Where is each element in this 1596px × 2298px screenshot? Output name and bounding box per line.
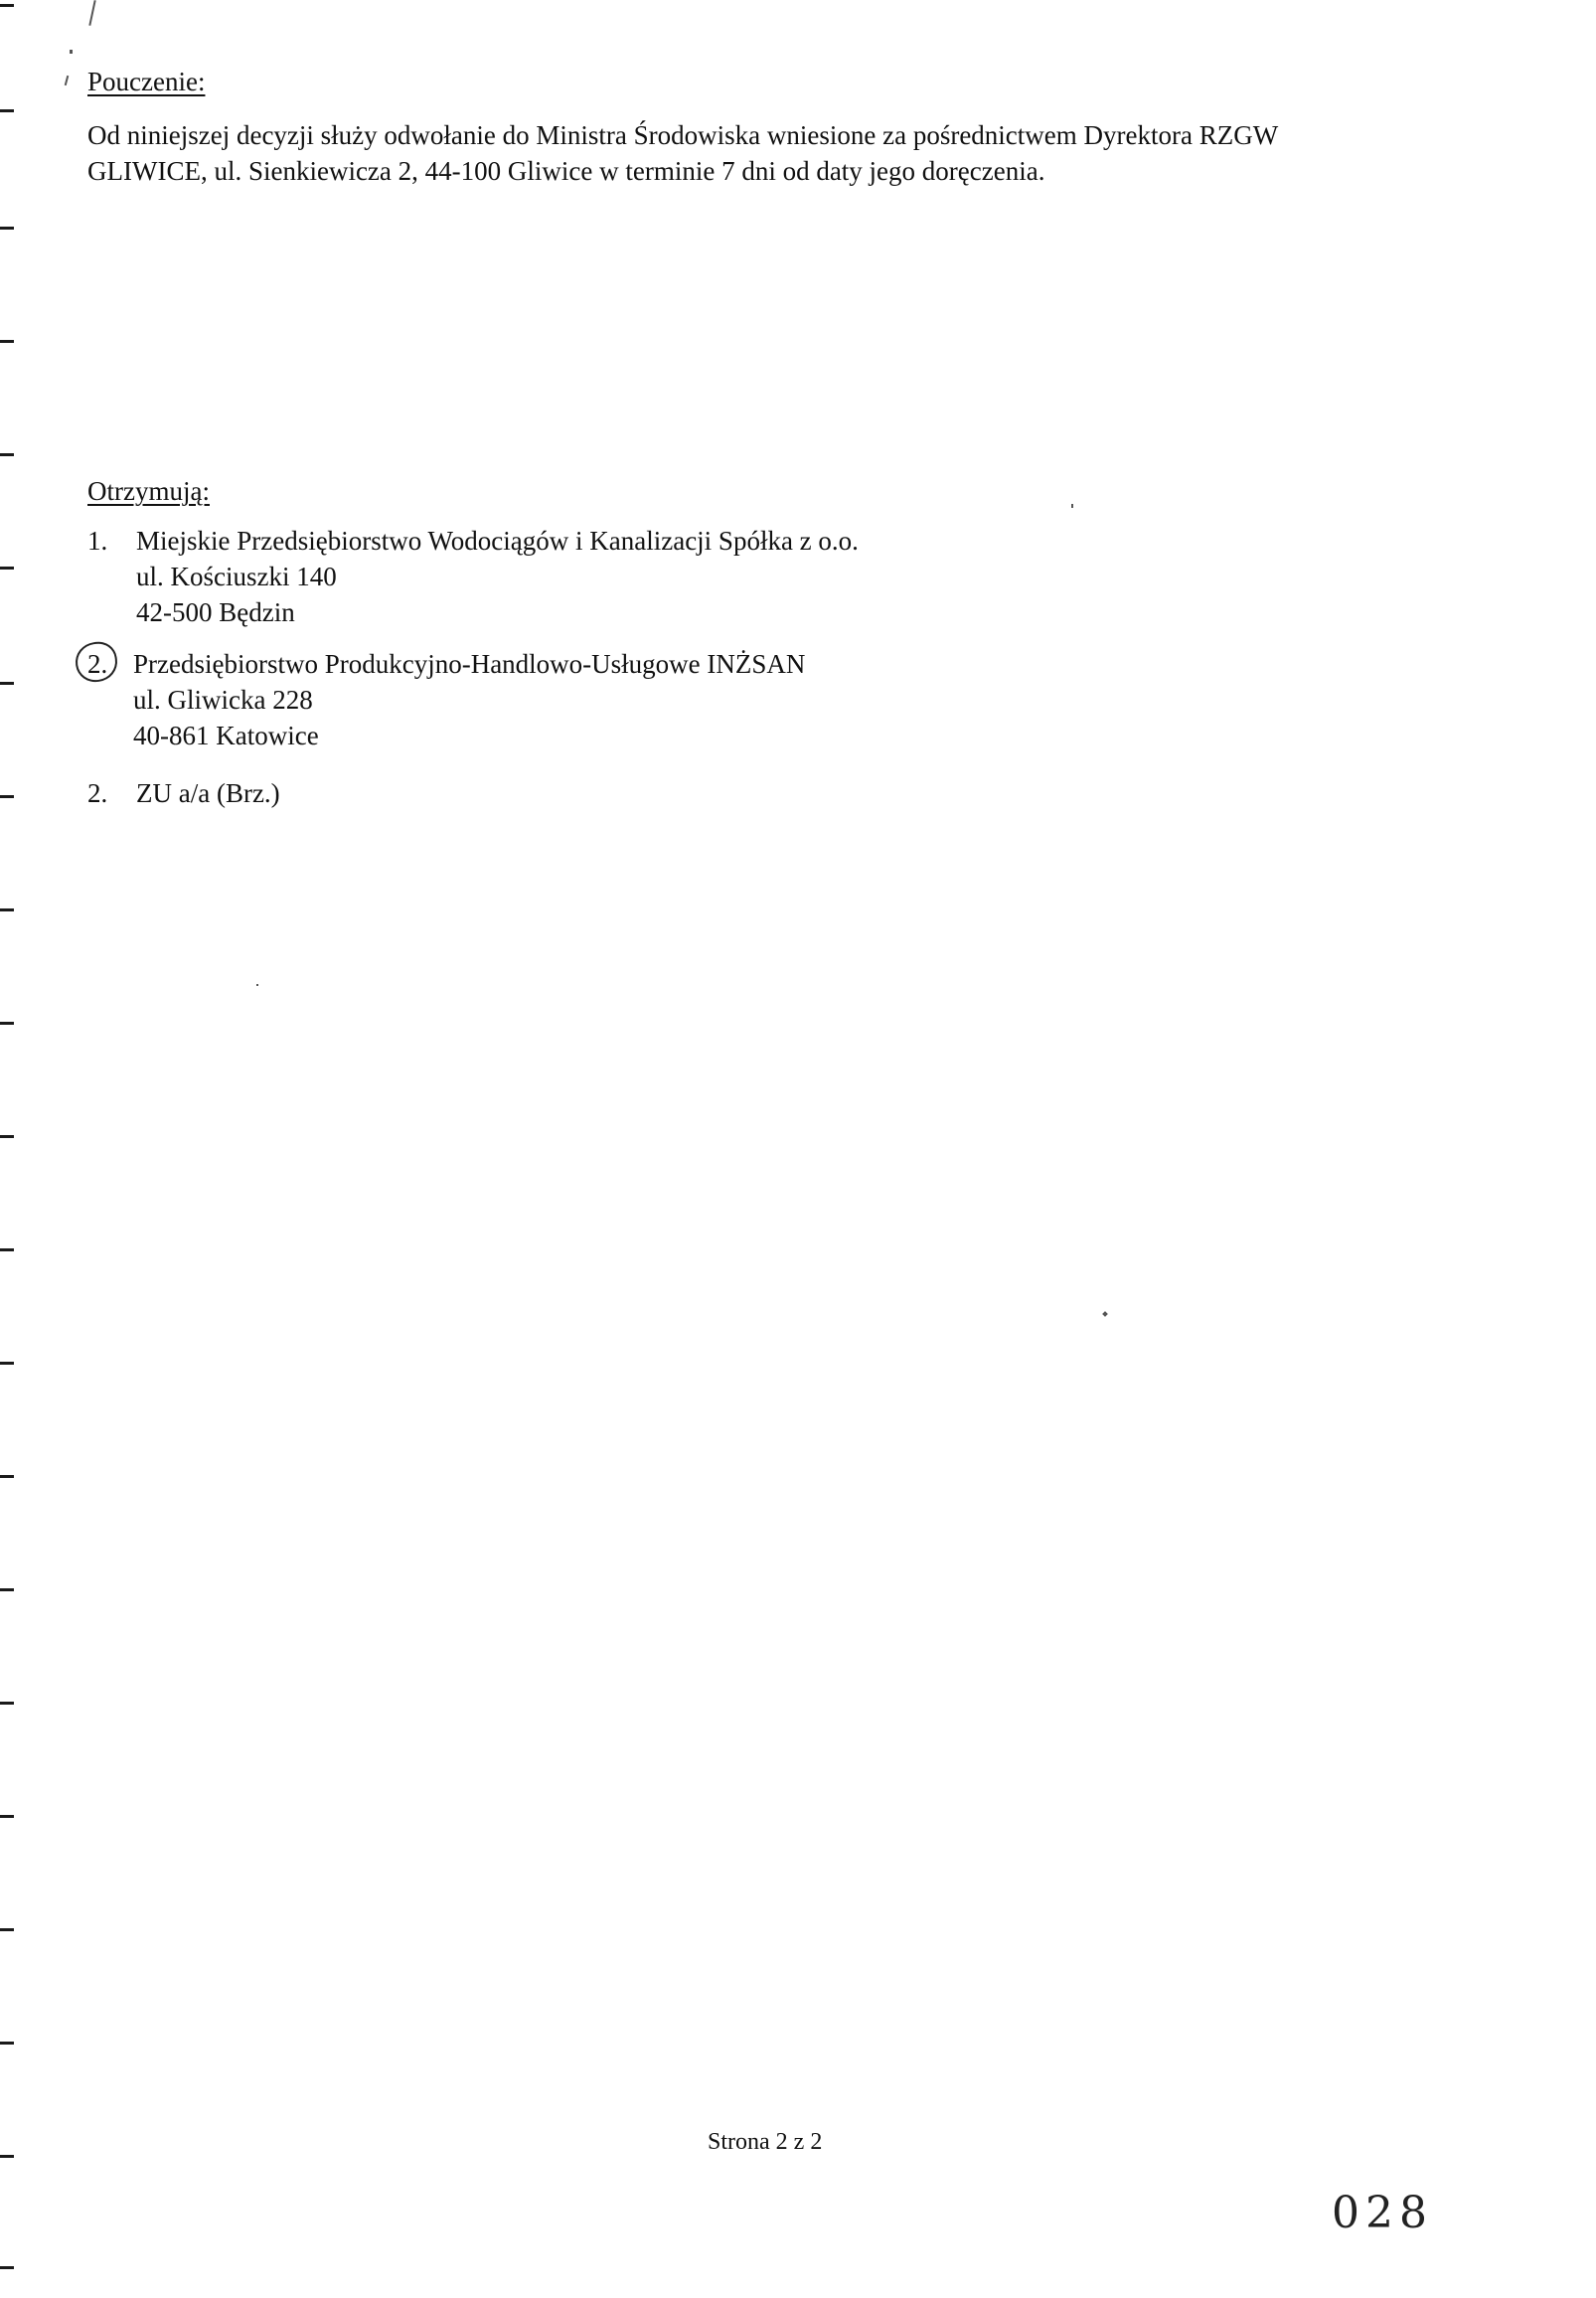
scan-edge-mark	[0, 2155, 14, 2158]
recipient-number: 2.	[87, 649, 108, 679]
page-number-label: Strona 2 z 2	[708, 2129, 823, 2155]
scan-speck	[88, 0, 95, 26]
scan-edge-mark	[0, 1022, 14, 1025]
scan-edge-mark	[0, 682, 14, 685]
recipient-name: Miejskie Przedsiębiorstwo Wodociągów i Kanalizacji Spółka z o.o.	[136, 526, 859, 556]
scan-edge-mark	[0, 908, 14, 911]
scan-speck	[256, 984, 258, 986]
scan-speck	[70, 50, 73, 54]
recipient-city: 42-500 Będzin	[136, 597, 295, 627]
recipient-number: 2.	[87, 778, 108, 808]
instruction-line-1: Od niniejszej decyzji służy odwołanie do Ministra Środowiska wniesione za pośrednictwem Dyrektora RZGW	[87, 120, 1279, 150]
recipient-street: ul. Gliwicka 228	[133, 685, 313, 715]
scan-edge-mark	[0, 1588, 14, 1591]
scan-edge-mark	[0, 1248, 14, 1251]
scan-edge-mark	[0, 1815, 14, 1818]
recipient-street: ul. Kościuszki 140	[136, 562, 337, 591]
scan-edge-mark	[0, 227, 14, 230]
recipient-name: ZU a/a (Brz.)	[136, 778, 280, 808]
recipients-heading: Otrzymują:	[87, 476, 210, 506]
scan-speck	[65, 76, 70, 85]
recipient-city: 40-861 Katowice	[133, 721, 319, 750]
scan-edge-mark	[0, 795, 14, 798]
scan-edge-mark	[0, 109, 14, 112]
scan-edge-mark	[0, 1928, 14, 1931]
scan-edge-mark	[0, 567, 14, 570]
scan-edge-mark	[0, 2042, 14, 2045]
scan-edge-mark	[0, 1475, 14, 1478]
scan-edge-mark	[0, 453, 14, 456]
scan-edge-mark	[0, 1362, 14, 1365]
recipient-name: Przedsiębiorstwo Produkcyjno-Handlowo-Usługowe INŻSAN	[133, 649, 806, 679]
instruction-heading: Pouczenie:	[87, 67, 206, 96]
scan-edge-mark	[0, 2266, 14, 2269]
scan-edge-mark	[0, 340, 14, 343]
scan-edge-mark	[0, 4, 14, 7]
page-stamp-number: 028	[1332, 2188, 1433, 2238]
scan-speck	[1071, 504, 1073, 508]
instruction-line-2: GLIWICE, ul. Sienkiewicza 2, 44-100 Gliwice w terminie 7 dni od daty jego doręczenia.	[87, 156, 1045, 186]
scan-speck	[1102, 1311, 1108, 1317]
recipient-number: 1.	[87, 526, 108, 556]
scan-edge-mark	[0, 1135, 14, 1138]
scan-edge-mark	[0, 1702, 14, 1705]
